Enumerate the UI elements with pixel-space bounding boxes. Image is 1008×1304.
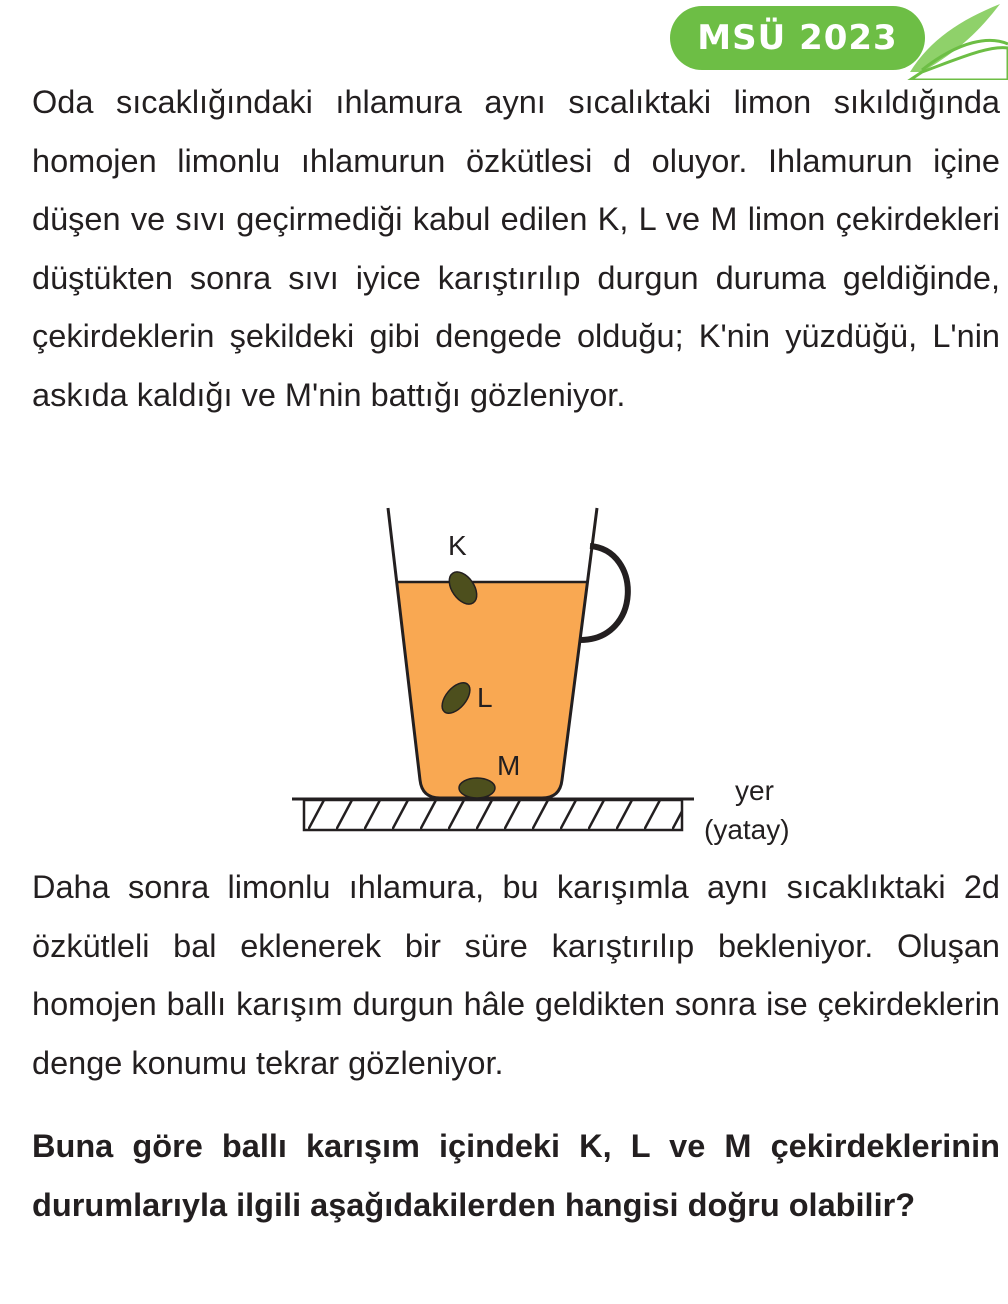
question-text: Buna göre ballı karışım içindeki K, L ve M çekirdeklerinin durumlarıyla ilgili aşağıdakilerden hangisi doğru olabilir? [32, 1128, 1000, 1223]
intro-paragraph: Oda sıcaklığındaki ıhlamura aynı sıcalıktaki limon sıkıldığında homojen limonlu ıhlamurun özkütlesi d oluyor. Ihlamurun içine düşen ve sıvı geçirmediği kabul edilen K, L ve M limon çekirdekleri düştükten sonra sıvı iyice karıştırılıp durgun duruma geldiğinde, çekirdeklerin şekildeki gibi dengede olduğu; K'nin yüzdüğü, L'nin askıda kaldığı ve M'nin battığı gözleniyor. [32, 84, 1000, 413]
exam-badge-label: MSÜ 2023 [670, 6, 925, 70]
ground-hatch [304, 800, 682, 830]
label-m: M [497, 750, 521, 781]
cup-diagram [280, 500, 820, 850]
label-k: K [448, 530, 467, 561]
seed-m [459, 778, 495, 798]
exam-badge [660, 0, 1008, 80]
ground-label-sub: (yatay) [704, 814, 790, 845]
label-l: L [477, 682, 493, 713]
cup-figure [280, 500, 820, 850]
ground-label: yer [735, 775, 774, 806]
followup-paragraph: Daha sonra limonlu ıhlamura, bu karışımla aynı sıcaklıktaki 2d özkütleli bal eklenerek bir süre karıştırılıp bekleniyor. Oluşan homojen ballı karışım durgun hâle geldikten sonra ise çekirdeklerin denge konumu tekrar gözleniyor. [32, 869, 1000, 1081]
